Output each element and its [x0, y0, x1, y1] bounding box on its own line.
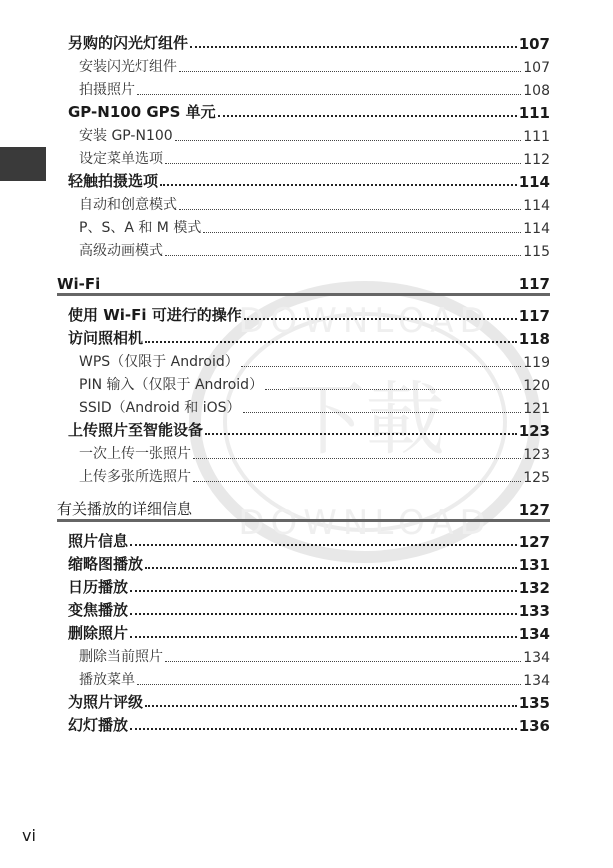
svg-text:DOWNLOAD: DOWNLOAD: [238, 503, 492, 543]
toc-entry-delete-photos[interactable]: [57, 620, 550, 643]
leader-dots: [193, 458, 521, 459]
leader-dots: [145, 341, 517, 343]
entry-page: 136: [518, 717, 550, 735]
toc-entry-setup-menu[interactable]: [57, 145, 550, 168]
toc-entry-pin-entry[interactable]: [57, 371, 550, 394]
entry-title: 幻灯播放: [68, 716, 129, 734]
entry-page: 108: [523, 83, 550, 99]
leader-dots: [145, 567, 517, 569]
entry-title: 安装 GP-N100: [79, 128, 173, 144]
toc-entry-wifi-uses[interactable]: [57, 302, 550, 325]
entry-page: 127: [518, 533, 550, 551]
entry-title: 一次上传一张照片: [79, 446, 191, 462]
leader-dots: [244, 318, 517, 320]
entry-page: 118: [518, 330, 550, 348]
svg-text:下載: 下載: [285, 373, 445, 466]
section-title: Wi-Fi: [57, 275, 101, 293]
leader-dots: [205, 433, 517, 435]
toc-entry-calendar-playback[interactable]: [57, 574, 550, 597]
toc-entry-wps[interactable]: [57, 348, 550, 371]
table-of-contents: [57, 30, 550, 735]
toc-entry-attach-flash[interactable]: [57, 53, 550, 76]
section-heading-wifi[interactable]: [57, 260, 550, 296]
entry-title: 上传多张所选照片: [79, 469, 191, 485]
toc-entry-ssid[interactable]: [57, 394, 550, 417]
toc-entry-rating[interactable]: [57, 689, 550, 712]
toc-entry-thumbnail-playback[interactable]: [57, 551, 550, 574]
leader-dots: [130, 636, 517, 638]
leader-dots: [265, 389, 521, 390]
leader-dots: [145, 705, 517, 707]
toc-entry-touch-shooting[interactable]: [57, 168, 550, 191]
section-page: 117: [518, 275, 550, 293]
entry-title: 删除当前照片: [79, 649, 163, 665]
entry-title: 轻触拍摄选项: [68, 172, 159, 190]
section-page: 127: [518, 501, 550, 519]
entry-title: 缩略图播放: [68, 555, 144, 573]
entry-title: 删除照片: [68, 624, 129, 642]
entry-page: 135: [518, 694, 550, 712]
entry-page: 119: [523, 355, 550, 371]
entry-title: PIN 输入（仅限于 Android）: [79, 377, 264, 393]
entry-title: 设定菜单选项: [79, 151, 163, 167]
leader-dots: [165, 255, 521, 256]
page-number: vi: [22, 826, 36, 845]
entry-title: 照片信息: [68, 532, 129, 550]
toc-entry-upload-multiple[interactable]: [57, 463, 550, 486]
toc-entry-photo-info[interactable]: [57, 528, 550, 551]
chapter-tab-marker: [0, 147, 46, 181]
entry-page: 121: [523, 401, 550, 417]
leader-dots: [130, 613, 517, 615]
entry-page: 111: [518, 104, 550, 122]
toc-entry-advanced-movie[interactable]: [57, 237, 550, 260]
entry-page: 114: [523, 221, 550, 237]
entry-page: 132: [518, 579, 550, 597]
entry-page: 114: [518, 173, 550, 191]
section-title: 有关播放的详细信息: [57, 500, 193, 518]
entry-title: P、S、A 和 M 模式: [79, 220, 202, 236]
entry-title: WPS（仅限于 Android）: [79, 354, 239, 370]
entry-title: 拍摄照片: [79, 82, 135, 98]
leader-dots: [179, 209, 521, 210]
leader-dots: [165, 163, 521, 164]
entry-title: 为照片评级: [68, 693, 144, 711]
leader-dots: [241, 366, 522, 367]
toc-entry-psam-modes[interactable]: [57, 214, 550, 237]
leader-dots: [179, 71, 521, 72]
entry-title: 高级动画模式: [79, 243, 163, 259]
leader-dots: [203, 232, 521, 233]
entry-page: 123: [523, 447, 550, 463]
entry-page: 120: [523, 378, 550, 394]
toc-entry-playback-menu[interactable]: [57, 666, 550, 689]
toc-entry-zoom-playback[interactable]: [57, 597, 550, 620]
toc-entry-slide-show[interactable]: [57, 712, 550, 735]
leader-dots: [190, 46, 517, 48]
section-heading-playback[interactable]: [57, 486, 550, 522]
entry-title: 自动和创意模式: [79, 197, 177, 213]
entry-title: 访问照相机: [68, 329, 144, 347]
toc-entry-access-camera[interactable]: [57, 325, 550, 348]
leader-dots: [137, 94, 521, 95]
leader-dots: [130, 544, 517, 546]
entry-page: 114: [523, 198, 550, 214]
entry-page: 111: [523, 129, 550, 145]
entry-title: SSID（Android 和 iOS）: [79, 400, 241, 416]
entry-title: 变焦播放: [68, 601, 129, 619]
entry-page: 133: [518, 602, 550, 620]
entry-title: 日历播放: [68, 578, 129, 596]
toc-entry-optional-flash[interactable]: [57, 30, 550, 53]
entry-page: 134: [523, 650, 550, 666]
toc-entry-taking-photos[interactable]: [57, 76, 550, 99]
leader-dots: [137, 684, 521, 685]
entry-page: 107: [518, 35, 550, 53]
entry-title: 使用 Wi-Fi 可进行的操作: [68, 306, 242, 324]
entry-title: 另购的闪光灯组件: [68, 34, 189, 52]
toc-entry-gps-unit[interactable]: [57, 99, 550, 122]
toc-entry-upload-pictures[interactable]: [57, 417, 550, 440]
entry-page: 131: [518, 556, 550, 574]
leader-dots: [160, 184, 517, 186]
svg-text:DOWNLOAD: DOWNLOAD: [238, 301, 492, 341]
entry-page: 134: [518, 625, 550, 643]
entry-page: 115: [523, 244, 550, 260]
entry-page: 125: [523, 470, 550, 486]
toc-entry-delete-current[interactable]: [57, 643, 550, 666]
entry-page: 107: [523, 60, 550, 76]
entry-title: 播放菜单: [79, 672, 135, 688]
toc-entry-attach-gps[interactable]: [57, 122, 550, 145]
leader-dots: [193, 481, 521, 482]
leader-dots: [218, 115, 517, 117]
leader-dots: [130, 590, 517, 592]
leader-dots: [175, 140, 522, 141]
entry-page: 123: [518, 422, 550, 440]
toc-entry-auto-creative[interactable]: [57, 191, 550, 214]
leader-dots: [243, 412, 522, 413]
leader-dots: [130, 728, 517, 730]
leader-dots: [165, 661, 521, 662]
entry-title: GP-N100 GPS 单元: [68, 103, 216, 121]
entry-page: 117: [518, 307, 550, 325]
entry-page: 112: [523, 152, 550, 168]
entry-title: 上传照片至智能设备: [68, 421, 204, 439]
entry-title: 安装闪光灯组件: [79, 59, 177, 75]
toc-entry-upload-one[interactable]: [57, 440, 550, 463]
entry-page: 134: [523, 673, 550, 689]
